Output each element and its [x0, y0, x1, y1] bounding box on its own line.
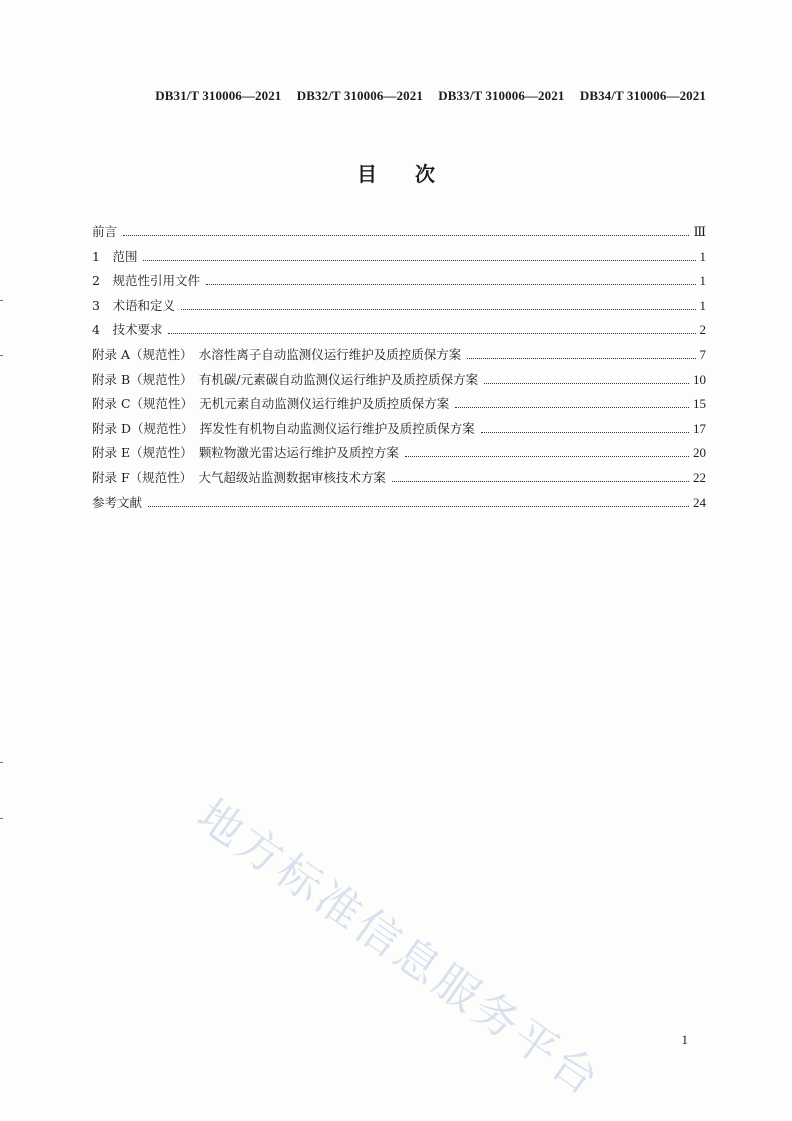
toc-entry[interactable]: [92, 419, 706, 444]
dot-leader: [181, 309, 696, 310]
dot-leader: [467, 358, 695, 359]
toc-entry-page: Ⅲ: [693, 224, 706, 239]
toc-entry-page: 20: [693, 445, 706, 461]
toc-entry[interactable]: [92, 493, 706, 518]
toc-entry-label: 附录 D（规范性） 挥发性有机物自动监测仪运行维护及质控质保方案: [92, 420, 475, 436]
scan-edge-mark: [0, 818, 3, 819]
watermark: 地方标准信息服务平台: [187, 789, 611, 1107]
toc-entry-page: 10: [693, 371, 706, 387]
dot-leader: [168, 333, 695, 334]
toc-entry[interactable]: [92, 247, 706, 272]
dot-leader: [455, 407, 689, 408]
toc-entry-label: 4 技术要求: [92, 322, 163, 338]
toc-entry-page: 1: [699, 297, 706, 313]
toc-entry-page: 15: [693, 396, 706, 412]
dot-leader: [206, 284, 696, 285]
toc-entry[interactable]: [92, 345, 706, 370]
dot-leader: [392, 481, 689, 482]
standard-code: DB34/T 310006—2021: [579, 88, 706, 103]
toc-entry[interactable]: [92, 271, 706, 296]
toc-title: 目次: [357, 162, 473, 186]
toc-entry-page: 1: [699, 248, 706, 264]
dot-leader: [484, 383, 689, 384]
toc-entry-label: 附录 F（规范性） 大气超级站监测数据审核技术方案: [92, 469, 386, 485]
dot-leader: [481, 432, 689, 433]
toc-entry-label: 附录 C（规范性） 无机元素自动监测仪运行维护及质控质保方案: [92, 396, 450, 412]
toc-entry-label: 参考文献: [92, 494, 143, 510]
scan-edge-mark: [0, 355, 3, 356]
toc-entry[interactable]: [92, 468, 706, 493]
toc-entry-label: 3 术语和定义: [92, 297, 175, 313]
toc-entry-label: 1 范围: [92, 248, 138, 264]
toc-entry-page: 22: [693, 469, 706, 485]
toc-entry-label: 2 规范性引用文件: [92, 273, 200, 289]
toc-entry[interactable]: [92, 320, 706, 345]
toc-entry-label: 附录 A（规范性） 水溶性离子自动监测仪运行维护及质控质保方案: [92, 346, 462, 362]
dot-leader: [143, 260, 695, 261]
standard-codes-header: [155, 88, 706, 104]
toc-entry[interactable]: [92, 296, 706, 321]
table-of-contents: [92, 222, 706, 517]
toc-entry-page: 1: [699, 273, 706, 289]
toc-entry[interactable]: [92, 443, 706, 468]
toc-entry-page: 7: [699, 346, 706, 362]
dot-leader: [148, 506, 689, 507]
standard-code: DB31/T 310006—2021: [155, 88, 282, 103]
standard-code: DB33/T 310006—2021: [438, 88, 565, 103]
dot-leader: [405, 456, 689, 457]
standard-code: DB32/T 310006—2021: [296, 88, 423, 103]
toc-entry-label: 前言: [92, 224, 118, 239]
toc-entry[interactable]: [92, 370, 706, 395]
page-number: 1: [681, 1032, 688, 1047]
toc-entry-label: 附录 B（规范性） 有机碳/元素碳自动监测仪运行维护及质控质保方案: [92, 371, 479, 387]
toc-entry[interactable]: [92, 394, 706, 419]
toc-entry-page: 24: [693, 494, 706, 510]
scan-edge-mark: [0, 300, 3, 301]
toc-entry[interactable]: [92, 222, 706, 247]
toc-entry-label: 附录 E（规范性） 颗粒物激光雷达运行维护及质控方案: [92, 445, 399, 461]
dot-leader: [123, 235, 689, 236]
toc-entry-page: 2: [699, 322, 706, 338]
scan-edge-mark: [0, 762, 3, 763]
toc-entry-page: 17: [693, 420, 706, 436]
